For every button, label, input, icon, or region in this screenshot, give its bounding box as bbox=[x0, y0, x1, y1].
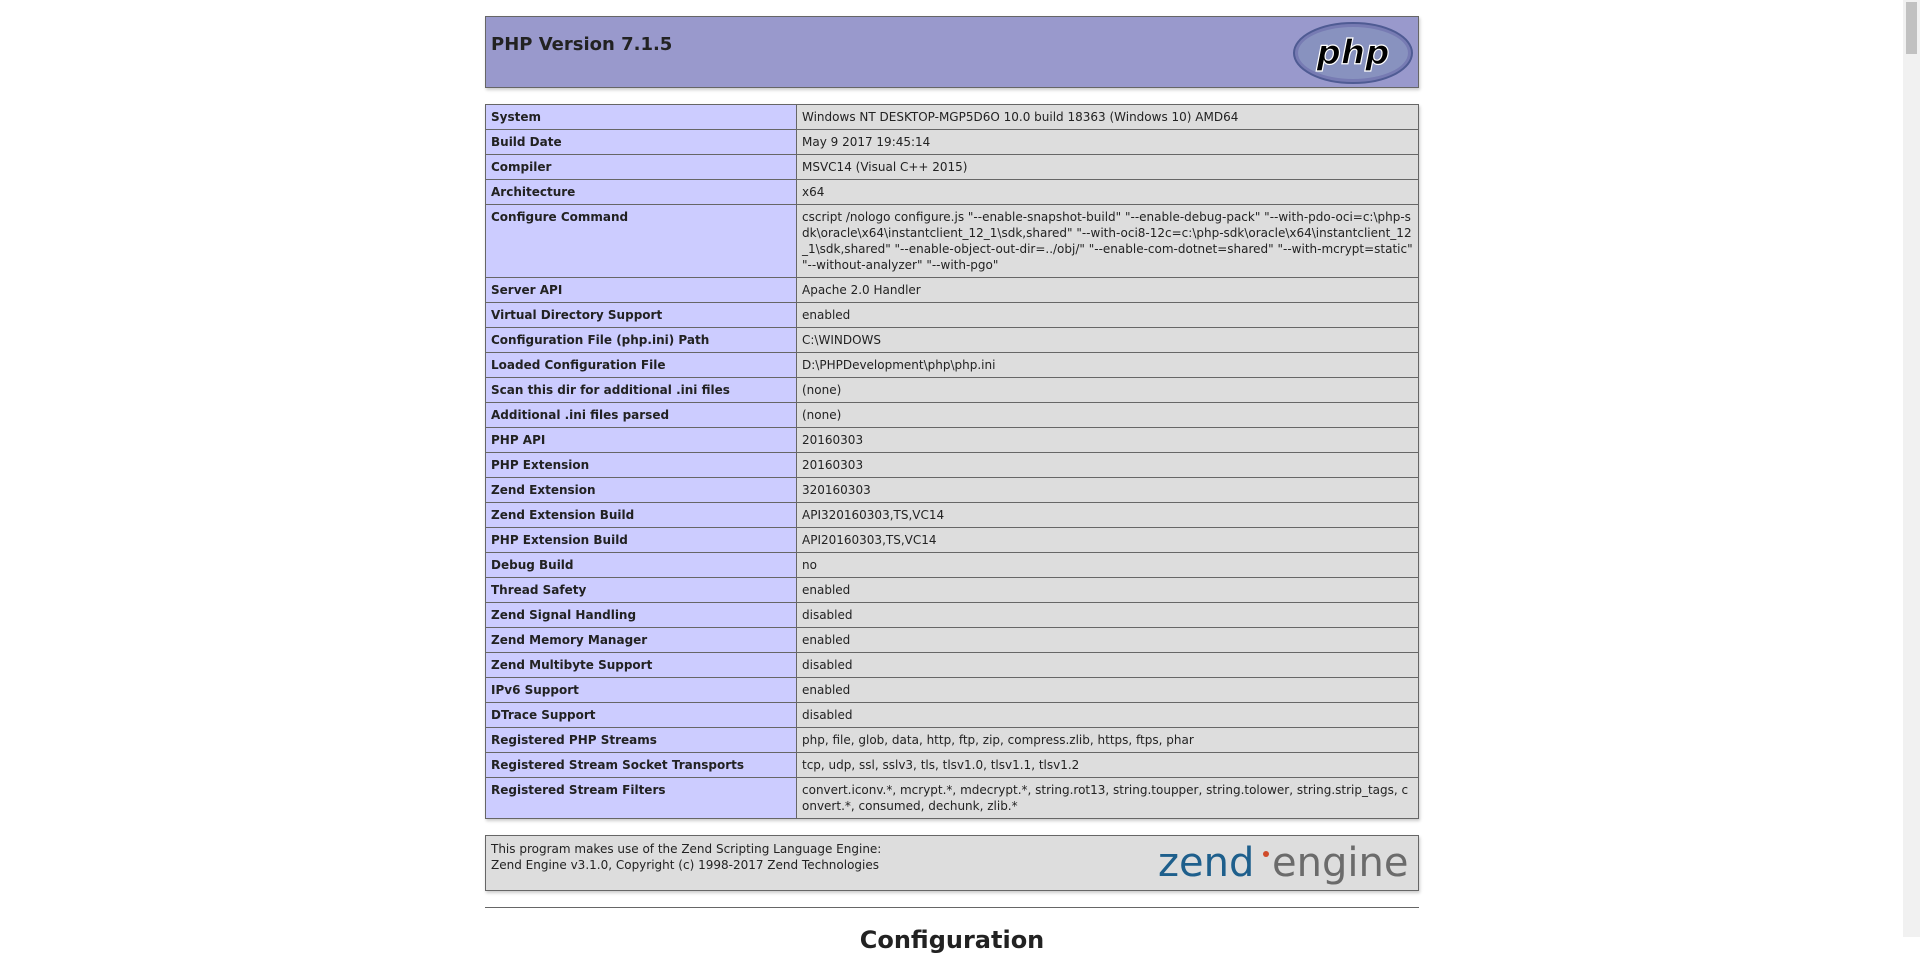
info-table bbox=[485, 104, 1419, 819]
info-row bbox=[486, 503, 1419, 528]
info-value: 320160303 bbox=[797, 478, 1419, 503]
info-value: disabled bbox=[797, 603, 1419, 628]
info-value: tcp, udp, ssl, sslv3, tls, tlsv1.0, tlsv1.1, tlsv1.2 bbox=[797, 753, 1419, 778]
info-key: Zend Extension Build bbox=[486, 503, 797, 528]
info-row bbox=[486, 703, 1419, 728]
info-value: disabled bbox=[797, 703, 1419, 728]
zend-logo-dot bbox=[1263, 851, 1269, 857]
info-value: Apache 2.0 Handler bbox=[797, 278, 1419, 303]
info-key: DTrace Support bbox=[486, 703, 797, 728]
zend-engine-box bbox=[485, 835, 1419, 891]
info-key: Server API bbox=[486, 278, 797, 303]
php-logo-icon[interactable] bbox=[1292, 21, 1414, 85]
section-title-configuration: Configuration bbox=[859, 926, 1045, 954]
info-row bbox=[486, 130, 1419, 155]
info-key: Loaded Configuration File bbox=[486, 353, 797, 378]
info-row bbox=[486, 428, 1419, 453]
zend-logo-word-engine: engine bbox=[1272, 840, 1409, 886]
info-value: (none) bbox=[797, 403, 1419, 428]
vertical-scrollbar[interactable] bbox=[1903, 0, 1920, 937]
divider bbox=[485, 907, 1419, 908]
info-key: Zend Signal Handling bbox=[486, 603, 797, 628]
info-row bbox=[486, 528, 1419, 553]
info-value: 20160303 bbox=[797, 453, 1419, 478]
info-value: MSVC14 (Visual C++ 2015) bbox=[797, 155, 1419, 180]
info-value: D:\PHPDevelopment\php\php.ini bbox=[797, 353, 1419, 378]
zend-engine-logo-icon[interactable] bbox=[1156, 840, 1412, 886]
info-row bbox=[486, 578, 1419, 603]
info-row bbox=[486, 603, 1419, 628]
info-row bbox=[486, 478, 1419, 503]
info-row bbox=[486, 778, 1419, 819]
info-key: Debug Build bbox=[486, 553, 797, 578]
info-value: Windows NT DESKTOP-MGP5D6O 10.0 build 18363 (Windows 10) AMD64 bbox=[797, 105, 1419, 130]
info-key: Registered Stream Socket Transports bbox=[486, 753, 797, 778]
content-center bbox=[485, 16, 1419, 954]
info-row bbox=[486, 180, 1419, 205]
info-table-body bbox=[486, 105, 1419, 819]
scrollbar-thumb[interactable] bbox=[1906, 2, 1917, 54]
php-header bbox=[485, 16, 1419, 88]
info-row bbox=[486, 278, 1419, 303]
info-value: C:\WINDOWS bbox=[797, 328, 1419, 353]
info-value: disabled bbox=[797, 653, 1419, 678]
info-row bbox=[486, 403, 1419, 428]
info-row bbox=[486, 628, 1419, 653]
info-key: PHP Extension Build bbox=[486, 528, 797, 553]
info-key: Zend Memory Manager bbox=[486, 628, 797, 653]
info-key: Configure Command bbox=[486, 205, 797, 278]
info-row bbox=[486, 328, 1419, 353]
info-key: Virtual Directory Support bbox=[486, 303, 797, 328]
info-key: System bbox=[486, 105, 797, 130]
info-key: Zend Multibyte Support bbox=[486, 653, 797, 678]
info-value: enabled bbox=[797, 678, 1419, 703]
info-key: Scan this dir for additional .ini files bbox=[486, 378, 797, 403]
zend-logo-word-zend: zend bbox=[1158, 840, 1255, 886]
info-row bbox=[486, 155, 1419, 180]
info-key: Additional .ini files parsed bbox=[486, 403, 797, 428]
info-value: 20160303 bbox=[797, 428, 1419, 453]
info-key: Zend Extension bbox=[486, 478, 797, 503]
info-row bbox=[486, 303, 1419, 328]
info-row bbox=[486, 678, 1419, 703]
info-row bbox=[486, 205, 1419, 278]
zend-line-2: Zend Engine v3.1.0, Copyright (c) 1998-2017 Zend Technologies bbox=[491, 858, 880, 872]
info-row bbox=[486, 553, 1419, 578]
info-value: May 9 2017 19:45:14 bbox=[797, 130, 1419, 155]
info-key: Build Date bbox=[486, 130, 797, 155]
info-value: (none) bbox=[797, 378, 1419, 403]
info-key: Compiler bbox=[486, 155, 797, 180]
info-value: cscript /nologo configure.js "--enable-snapshot-build" "--enable-debug-pack" "--with-pdo-oci=c:\php-sdk\oracle\x64\instantclient_12_1\sdk,shared" "--with-oci8-12c=c:\php-sdk\oracle\x64\instantclient_12_1\sdk,shared" "--enable-object-out-dir=../obj/" "--enable-com-dotnet=shared" "--with-mcrypt=static" "--without-analyzer" "--with-pgo" bbox=[797, 205, 1419, 278]
info-value: x64 bbox=[797, 180, 1419, 205]
page-title: PHP Version 7.1.5 bbox=[491, 34, 673, 55]
info-row bbox=[486, 753, 1419, 778]
info-key: IPv6 Support bbox=[486, 678, 797, 703]
info-value: no bbox=[797, 553, 1419, 578]
zend-line-1: This program makes use of the Zend Scripting Language Engine: bbox=[491, 842, 882, 856]
info-key: PHP Extension bbox=[486, 453, 797, 478]
info-value: API20160303,TS,VC14 bbox=[797, 528, 1419, 553]
info-value: convert.iconv.*, mcrypt.*, mdecrypt.*, string.rot13, string.toupper, string.tolower, string.strip_tags, convert.*, consumed, dechunk, zlib.* bbox=[797, 778, 1419, 819]
info-key: Configuration File (php.ini) Path bbox=[486, 328, 797, 353]
info-key: Architecture bbox=[486, 180, 797, 205]
info-row bbox=[486, 653, 1419, 678]
info-row bbox=[486, 353, 1419, 378]
info-key: PHP API bbox=[486, 428, 797, 453]
info-row bbox=[486, 453, 1419, 478]
php-logo-text: php bbox=[1316, 33, 1390, 73]
info-value: enabled bbox=[797, 578, 1419, 603]
info-value: API320160303,TS,VC14 bbox=[797, 503, 1419, 528]
info-key: Registered Stream Filters bbox=[486, 778, 797, 819]
info-row bbox=[486, 728, 1419, 753]
info-value: enabled bbox=[797, 628, 1419, 653]
info-row bbox=[486, 378, 1419, 403]
info-key: Thread Safety bbox=[486, 578, 797, 603]
info-row bbox=[486, 105, 1419, 130]
info-value: enabled bbox=[797, 303, 1419, 328]
info-value: php, file, glob, data, http, ftp, zip, compress.zlib, https, ftps, phar bbox=[797, 728, 1419, 753]
info-key: Registered PHP Streams bbox=[486, 728, 797, 753]
zend-text bbox=[491, 841, 881, 873]
